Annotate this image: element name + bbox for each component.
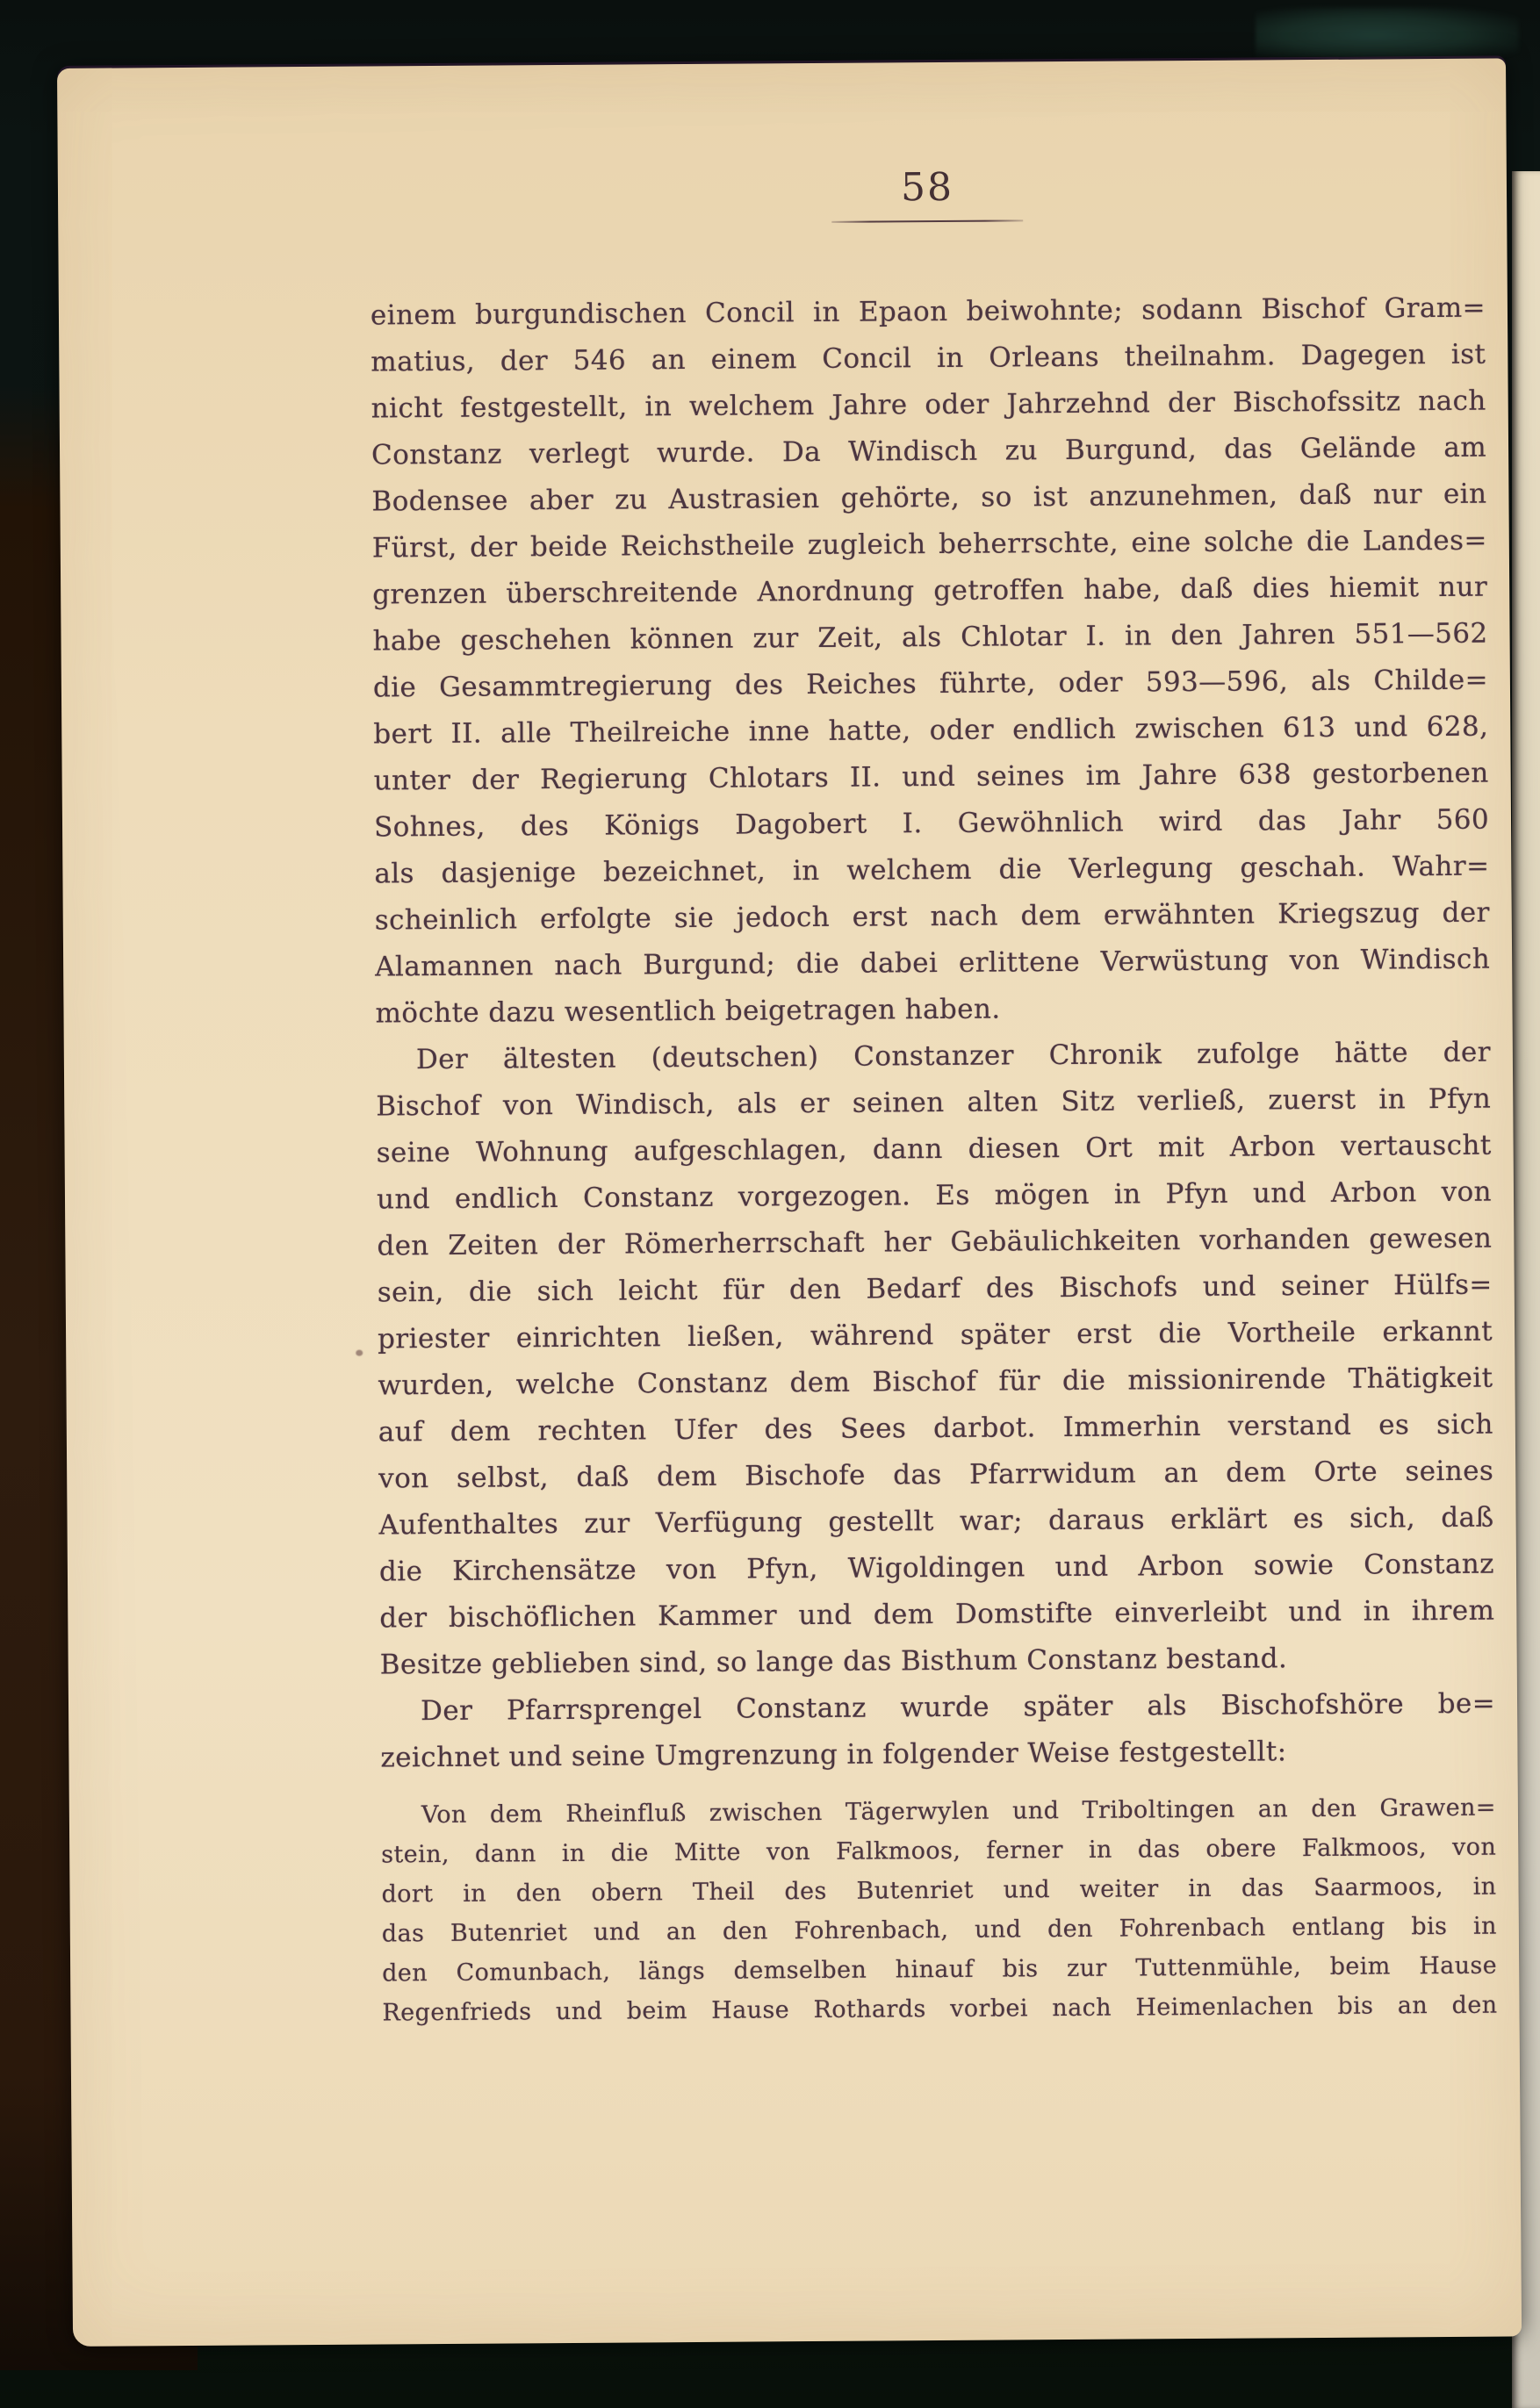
text-line: grenzen überschreitende Anordnung getroffen habe, daß dies hiemit nur xyxy=(372,571,1488,611)
text-line: die Gesammtregierung des Reiches führte, oder 593—596, als Childe= xyxy=(372,664,1489,704)
text-line: Aufenthaltes zur Verfügung gestellt war; daraus erklärt es sich, daß xyxy=(378,1501,1494,1542)
text-line: zeichnet und seine Umgrenzung in folgender Weise festgestellt: xyxy=(380,1736,1287,1774)
text-line: die Kirchensätze von Pfyn, Wigoldingen und Arbon sowie Constanz xyxy=(378,1548,1495,1588)
text-line: Constanz verlegt wurde. Da Windisch zu Burgund, das Gelände am xyxy=(371,431,1487,471)
text-line: Regenfrieds und beim Hause Rothards vorbei nach Heimenlachen bis an den xyxy=(382,1991,1498,2027)
text-line: als dasjenige bezeichnet, in welchem die Verlegung geschah. Wahr= xyxy=(374,850,1490,890)
text-line: einem burgundischen Concil in Epaon beiwohnte; sodann Bischof Gram= xyxy=(370,291,1486,332)
text-line: habe geschehen können zur Zeit, als Chlotar I. in den Jahren 551—562 xyxy=(372,617,1488,658)
text-line: bert II. alle Theilreiche inne hatte, oder endlich zwischen 613 und 628, xyxy=(373,710,1489,751)
text-line: das Butenriet und an den Fohrenbach, und den Fohrenbach entlang bis in xyxy=(381,1912,1497,1948)
text-line: Alamannen nach Burgund; die dabei erlittene Verwüstung von Windisch xyxy=(375,943,1491,983)
text-line: Der ältesten (deutschen) Constanzer Chronik zufolge hätte der xyxy=(415,1036,1491,1076)
text-line: unter der Regierung Chlotars II. und seines im Jahre 638 gestorbenen xyxy=(373,757,1489,797)
text-line: Fürst, der beide Reichstheile zugleich beherrschte, eine solche die Landes= xyxy=(371,524,1487,564)
page-header xyxy=(370,162,1485,226)
text-line: den Zeiten der Römerherrschaft her Gebäulichkeiten vorhanden gewesen xyxy=(377,1222,1493,1262)
text-line: Bischof von Windisch, als er seinen alten Sitz verließ, zuerst in Pfyn xyxy=(376,1082,1492,1123)
text-line: scheinlich erfolgte sie jedoch erst nach dem erwähnten Kriegszug der xyxy=(374,896,1490,937)
text-line: matius, der 546 an einem Concil in Orleans theilnahm. Dagegen ist xyxy=(371,338,1486,378)
book-cover-top-texture xyxy=(1256,7,1519,58)
text-line: Bodensee aber zu Austrasien gehörte, so ist anzunehmen, daß nur ein xyxy=(371,478,1487,518)
paragraph-1 xyxy=(371,285,1491,1038)
page-number: 58 xyxy=(900,164,954,211)
ink-speck xyxy=(356,1350,363,1356)
book-page xyxy=(57,58,1522,2346)
text-line: seine Wohnung aufgeschlagen, dann diesen Ort mit Arbon vertauscht xyxy=(376,1129,1492,1169)
page-body xyxy=(371,285,1498,2033)
boundary-description-quote xyxy=(381,1788,1498,2033)
text-line: wurden, welche Constanz dem Bischof für die missionirende Thätigkeit xyxy=(378,1362,1493,1402)
paragraph-3 xyxy=(380,1681,1496,1782)
paragraph-2 xyxy=(376,1030,1495,1689)
text-line: Der Pfarrsprengel Constanz wurde später als Bischofshöre be= xyxy=(420,1687,1496,1728)
text-line: nicht festgestellt, in welchem Jahre oder Jahrzehnd der Bischofssitz nach xyxy=(371,385,1486,425)
text-line: sein, die sich leicht für den Bedarf des Bischofs und seiner Hülfs= xyxy=(377,1269,1493,1309)
text-line: Sohnes, des Königs Dagobert I. Gewöhnlich wird das Jahr 560 xyxy=(373,803,1490,844)
text-line: priester einrichten ließen, während später erst die Vortheile erkannt xyxy=(377,1315,1493,1355)
text-line: stein, dann in die Mitte von Falkmoos, ferner in das obere Falkmoos, von xyxy=(381,1833,1497,1869)
text-line: dort in den obern Theil des Butenriet und weiter in das Saarmoos, in xyxy=(381,1872,1497,1908)
text-line: möchte dazu wesentlich beigetragen haben. xyxy=(375,993,1001,1030)
text-line: auf dem rechten Ufer des Sees darbot. Immerhin verstand es sich xyxy=(378,1408,1493,1448)
text-line: Besitze geblieben sind, so lange das Bisthum Constanz bestand. xyxy=(379,1642,1288,1681)
text-line: Von dem Rheinfluß zwischen Tägerwylen und Triboltingen an den Grawen= xyxy=(421,1793,1496,1829)
text-line: von selbst, daß dem Bischofe das Pfarrwidum an dem Orte seines xyxy=(378,1455,1494,1495)
text-line: der bischöflichen Kammer und dem Domstifte einverleibt und in ihrem xyxy=(379,1594,1495,1635)
text-line: und endlich Constanz vorgezogen. Es mögen in Pfyn und Arbon von xyxy=(376,1175,1493,1216)
text-line: den Comunbach, längs demselben hinauf bis zur Tuttenmühle, beim Hause xyxy=(382,1952,1498,1987)
page-number-rule xyxy=(831,219,1023,223)
